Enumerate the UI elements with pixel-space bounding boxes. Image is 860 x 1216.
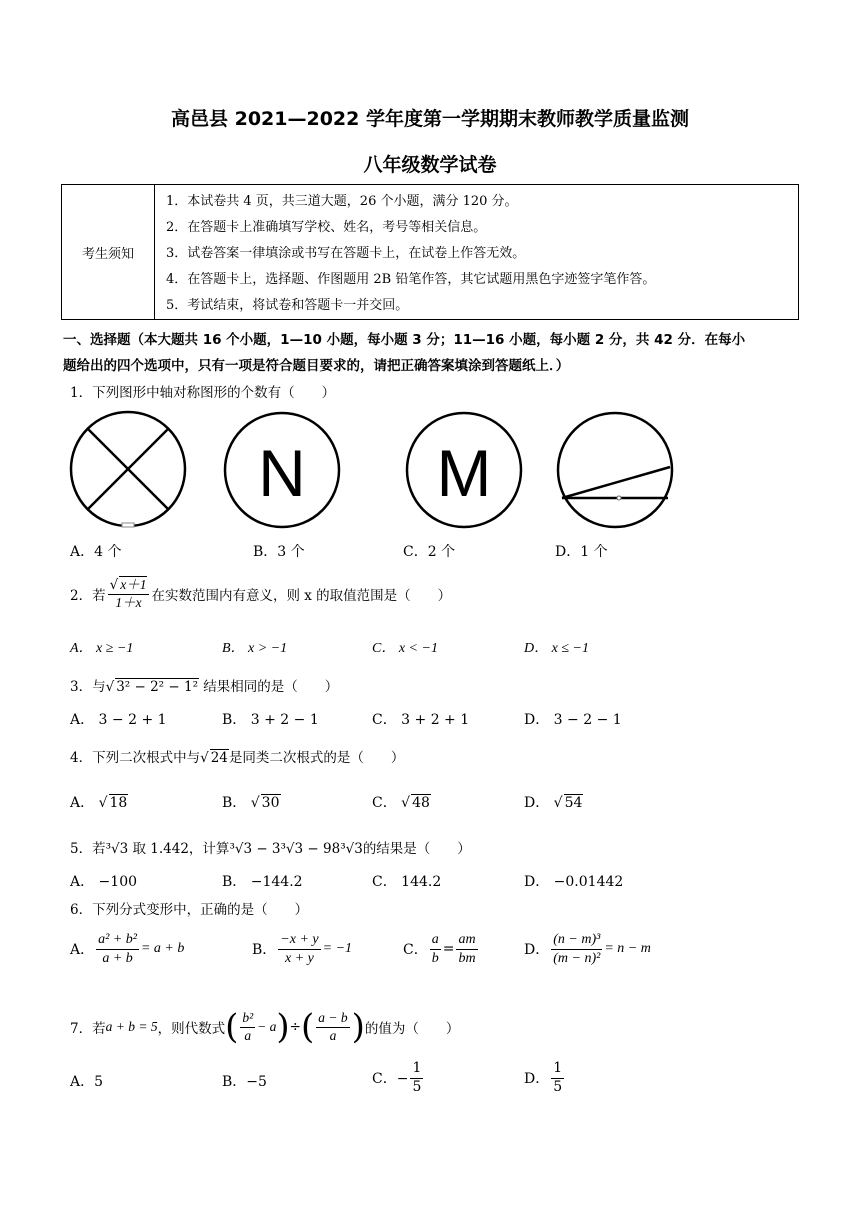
letter-m: M [436,436,492,510]
q7-option-d: D． $\frac{1}{5}$ [524,1060,563,1095]
q3-option-c: C． 3 + 2 + 1 [372,712,470,728]
q5-given: ³√3 取 1.442，计算 [105,841,230,857]
q2-suffix: 在实数范围内有意义，则 x 的取值范围是（ ） [151,587,452,604]
notice-item: 5．考试结束，将试卷和答题卡一并交回。 [166,298,409,313]
q1-option-a: A．4 个 [70,544,122,560]
q2-option-b: B． x > −1 [222,641,288,656]
notice-item: 1．本试卷共 4 页，共三道大题，26 个小题，满分 120 分。 [166,194,518,209]
q4-radicand: 24 [210,750,228,766]
exam-subtitle: 八年级数学试卷 [363,154,497,176]
q2-stem [70,576,451,612]
notice-label: 考生须知 [62,185,155,319]
q3-option-b: B． 3 + 2 − 1 [222,712,319,728]
q4-suffix: 是同类二次根式的是（ ） [228,750,405,766]
q4-option-d: D． √ 54 [524,795,583,811]
q5-stem [70,837,471,857]
q1-option-b: B．3 个 [253,544,305,560]
q4-option-c: C． √ 48 [372,795,430,811]
q6-option-d: D． $\frac{\text{(n − m)³}}{\text{(m − n)²}}$ = n − m [524,932,651,966]
notice-item: 2．在答题卡上准确填写学校、姓名，考号等相关信息。 [166,220,487,235]
q4-prefix: 4．下列二次根式中与 [70,750,201,766]
q1-option-c: C．2 个 [403,544,456,560]
notice-list [166,189,655,319]
q2-option-d: D． x ≤ −1 [524,641,589,656]
q6-stem: 6．下列分式变形中，正确的是（ ） [70,902,309,918]
q7-option-b: B．−5 [222,1074,267,1090]
q5-option-a: A． −100 [70,874,138,890]
letter-n: N [258,436,306,510]
notice-item: 4．在答题卡上，选择题、作图题用 2B 铅笔作答，其它试题用黑色字迹签字笔作答。 [166,272,656,287]
q4-stem: 4．下列二次根式中与√ 24是同类二次根式的是（ ） [70,750,405,766]
q3-option-a: A． 3 − 2 + 1 [70,712,167,728]
q6-option-c: C． $\frac{a}{b}$ = $\frac{am}{bm}$ [403,932,476,966]
q3-option-d: D． 3 − 2 − 1 [524,712,622,728]
q1-stem: 1．下列图形中轴对称图形的个数有（ ） [70,385,336,401]
circle-letter-m-icon [402,408,526,532]
q5-option-d: D． −0.01442 [524,874,624,890]
q3-radicand: 3² − 2² − 1² [116,679,198,695]
circle-triangle-icon [553,408,677,532]
q2-option-c: C． x < −1 [372,641,438,656]
q3-suffix: 结果相同的是（ ） [199,679,339,695]
q5-suffix: 的结果是（ ） [362,841,471,857]
notice-item: 3．试卷答案一律填涂或书写在答题卡上，在试卷上作答无效。 [166,246,526,261]
section-heading-line2: 题给出的四个选项中，只有一项是符合题目要求的，请把正确答案填涂到答题纸上．） [63,358,570,374]
q5-expr: ³√3 − 3³√3 − 98³√3 [229,841,363,857]
q2-fraction: $\frac{√ x+1}{1+x}$ [108,576,150,612]
section-heading-line1: 一、选择题（本大题共 16 个小题，1—10 小题，每小题 3 分；11—16 小题，每小题 2 分，共 42 分．在每小 [63,332,746,348]
circle-letter-n-icon [220,408,344,532]
q5-option-b: B． −144.2 [222,874,303,890]
exam-title: 高邑县 2021—2022 学年度第一学期期末教师教学质量监测 [171,108,689,130]
q7-option-a: A．5 [70,1074,104,1090]
q1-option-d: D．1 个 [555,544,608,560]
q2-option-a: A． x ≥ −1 [70,641,134,656]
q5-option-c: C． 144.2 [372,874,442,890]
notice-box [61,184,799,320]
q6-option-a: A． $\frac{\text{a² + b²}}{a + b}$ = a + b [70,932,185,966]
q7-option-c: C．− $\frac{1}{5}$ [372,1060,422,1095]
q4-option-b: B． √ 30 [222,795,280,811]
q2-denominator: 1＋x [115,594,142,610]
q4-option-a: A． √ 18 [70,795,128,811]
q2-numerator: x＋1 [120,577,147,592]
q7-stem: 7．若 a + b = 5 ，则代数式 ( $\frac{\text{b²}}{a}$ − a ) ÷ ( $\frac{a - b}{a}$ ) 的值为（ ） [70,1007,460,1047]
circle-x-icon [66,410,190,530]
q3-prefix: 3．与 [70,679,106,695]
q2-prefix: 2．若 [70,587,106,604]
q6-option-b: B． $\frac{-x + y}{x + y}$ = −1 [252,932,353,966]
q5-prefix: 5．若 [70,841,106,857]
q3-stem: 3．与√ 3² − 2² − 1² 结果相同的是（ ） [70,679,339,695]
